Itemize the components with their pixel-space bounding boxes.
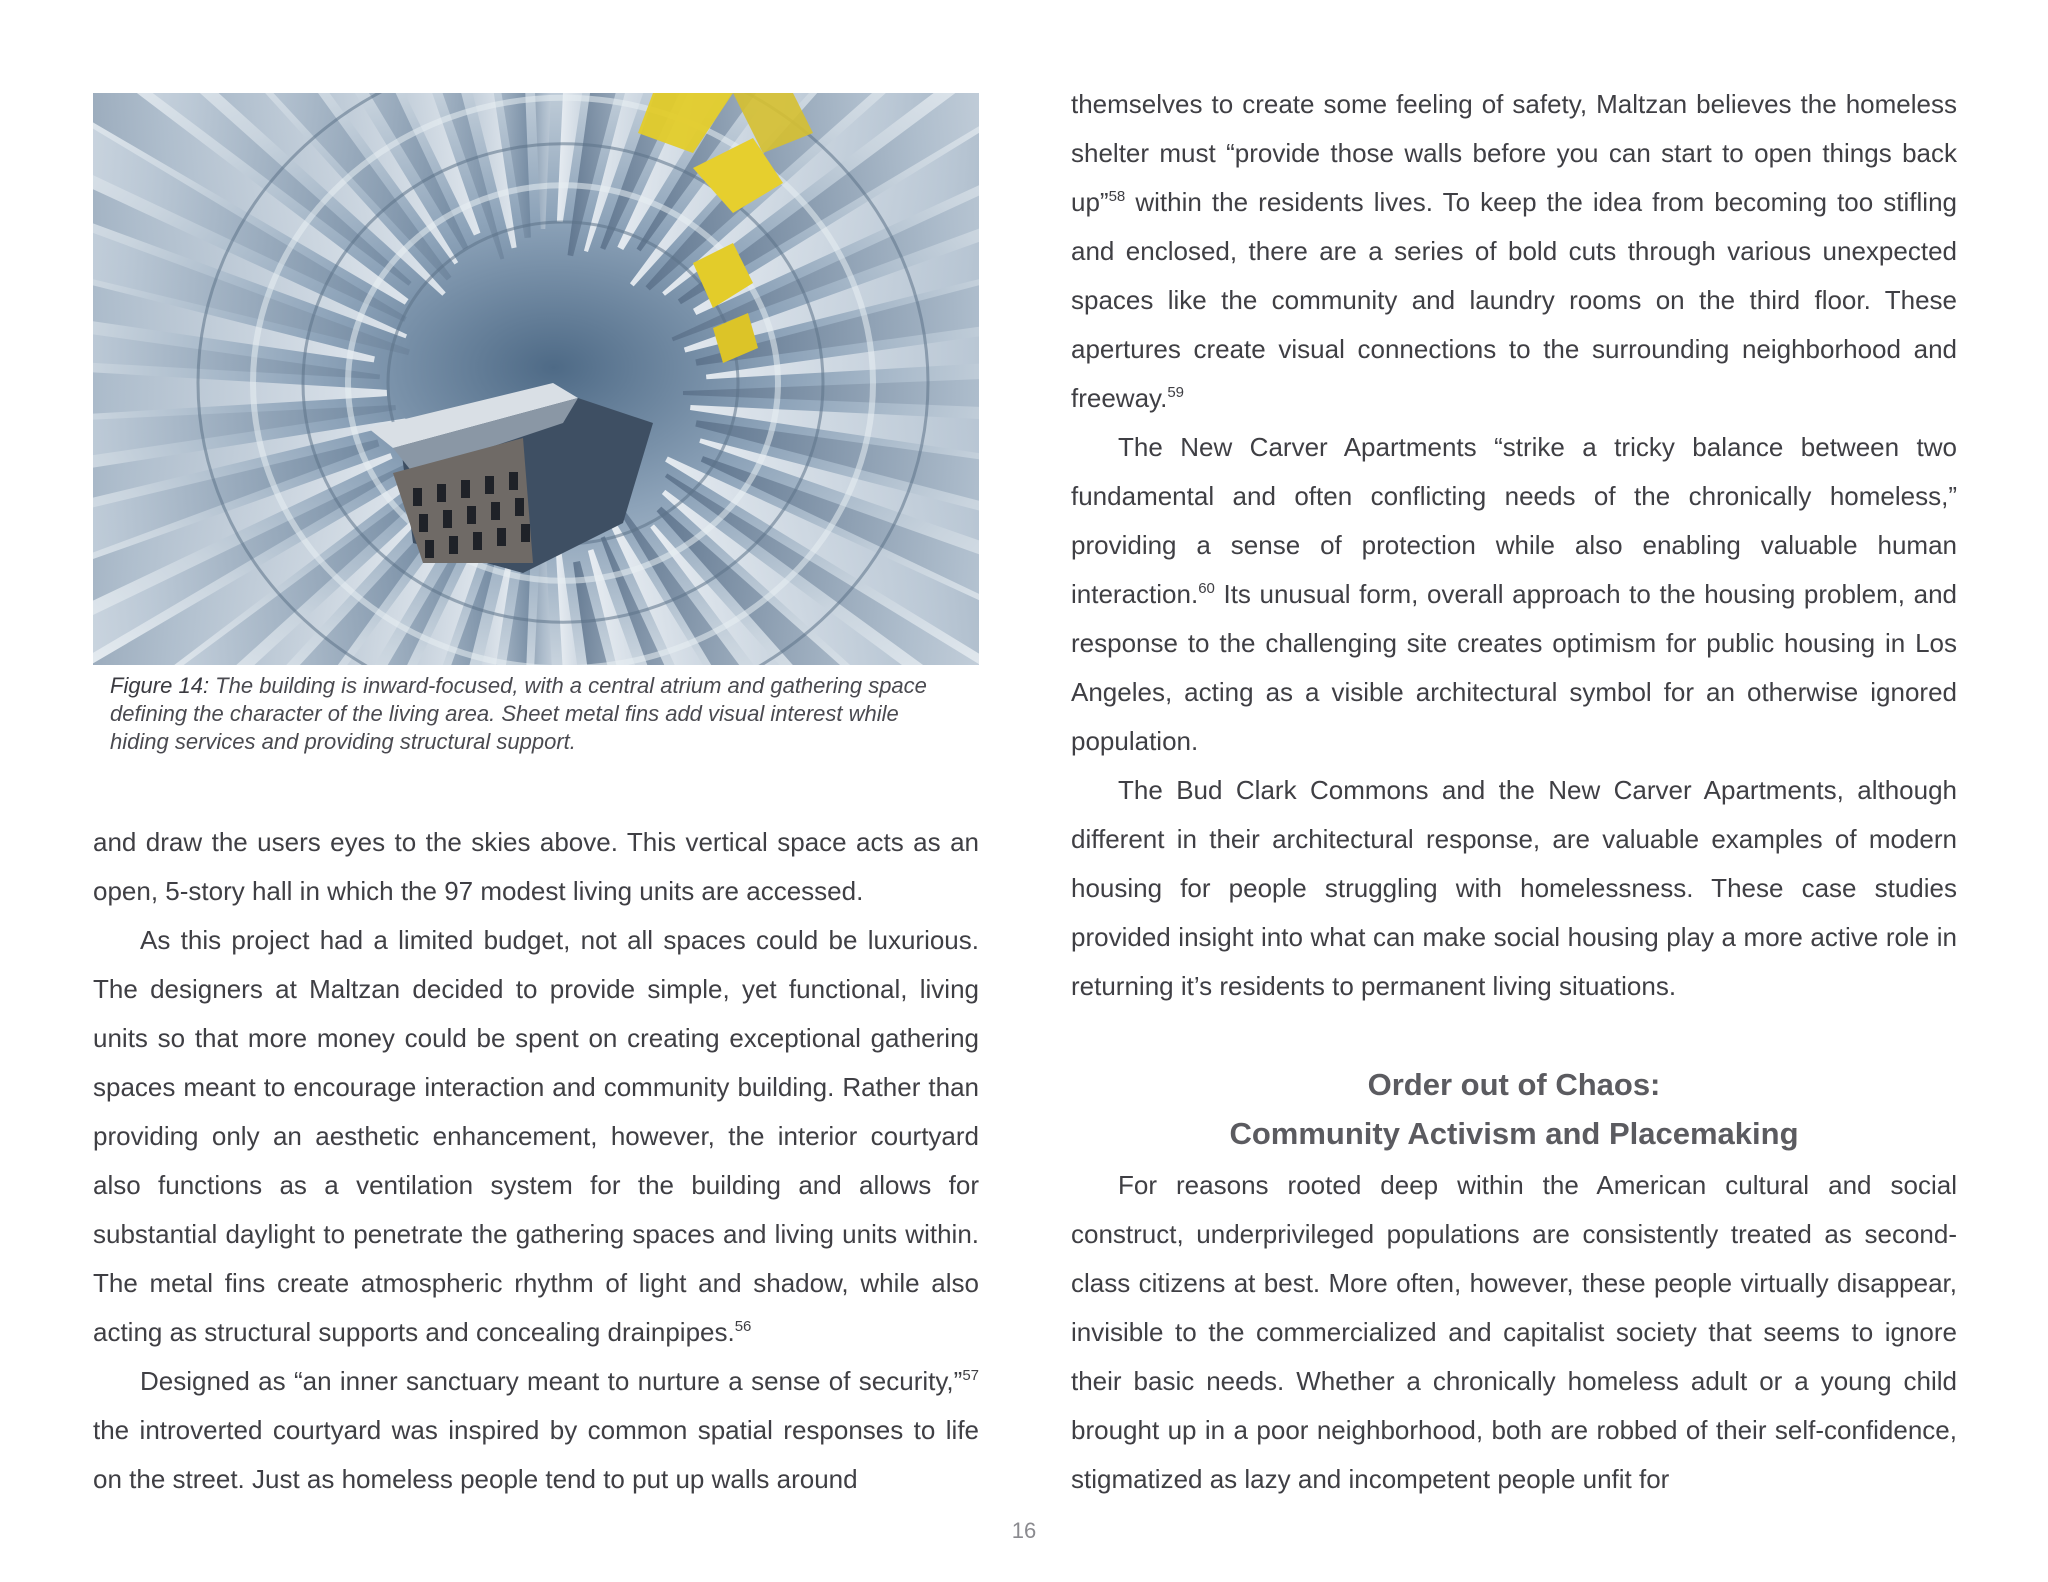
left-paragraph-3-text-b: the introverted courtyard was inspired by common spatial responses to life on the street. Just as homeless people tend to put up walls around	[93, 1415, 979, 1494]
right-paragraph-4-text: For reasons rooted deep within the American cultural and social construct, underprivileged populations are consistently treated as second-class citizens at best. More often, however, these people virtually disappear, invisible to the commercialized and capitalist society that seems to ignore their basic needs. Whether a chronically homeless adult or a young child brought up in a poor neighborhood, both are robbed of their self-confidence, stigmatized as lazy and incompetent people unfit for	[1071, 1170, 1957, 1494]
atrium-illustration	[93, 93, 979, 665]
footnote-ref-56[interactable]: 56	[734, 1318, 752, 1335]
right-paragraph-2-text-a: The New Carver Apartments “strike a tricky balance between two fundamental and often conflicting needs of the chronically homeless,” providing a sense of protection while also enabling valuable human interaction.	[1071, 432, 1957, 609]
right-paragraph-1-text-b: within the residents lives. To keep the idea from becoming too stifling and enclosed, there are a series of bold cuts through various unexpected spaces like the community and laundry rooms on the third floor. These apertures create visual connections to the surrounding neighborhood and freeway.	[1071, 187, 1957, 413]
window	[449, 536, 458, 554]
window	[485, 476, 494, 494]
window	[419, 514, 428, 532]
window	[509, 472, 518, 490]
window	[497, 528, 506, 546]
footnote-ref-59[interactable]: 59	[1167, 384, 1185, 401]
figure-caption	[110, 672, 950, 756]
right-paragraph-3-text: The Bud Clark Commons and the New Carver Apartments, although different in their architectural response, are valuable examples of modern housing for people struggling with homelessness. These case studies provided insight into what can make social housing play a more active role in returning it’s residents to permanent living situations.	[1071, 775, 1957, 1001]
left-paragraph-1	[93, 818, 979, 916]
window	[461, 480, 470, 498]
left-paragraph-1-text: and draw the users eyes to the skies above. This vertical space acts as an open, 5-story hall in which the 97 modest living units are accessed.	[93, 827, 979, 906]
window	[521, 524, 530, 542]
window	[473, 532, 482, 550]
left-paragraph-2-text: As this project had a limited budget, not all spaces could be luxurious. The designers at Maltzan decided to provide simple, yet functional, living units so that more money could be spent on creating exceptional gathering spaces meant to encourage interaction and community building. Rather than providing only an aesthetic enhancement, however, the interior courtyard also functions as a ventilation system for the building and allows for substantial daylight to penetrate the gathering spaces and living units within. The metal fins create atmospheric rhythm of light and shadow, while also acting as structural supports and concealing drainpipes.	[93, 925, 979, 1347]
left-paragraph-2	[93, 916, 979, 1357]
right-paragraph-1-text-a: themselves to create some feeling of safety, Maltzan believes the homeless shelter must “provide those walls before you can start to open things back up”	[1071, 89, 1957, 217]
left-paragraph-3-text-a: Designed as “an inner sanctuary meant to nurture a sense of security,”	[140, 1366, 963, 1396]
window	[467, 506, 476, 524]
window	[437, 484, 446, 502]
right-paragraph-2-text-b: Its unusual form, overall approach to the housing problem, and response to the challenging site creates optimism for public housing in Los Angeles, acting as a visible architectural symbol for an otherwise ignored population.	[1071, 579, 1957, 756]
left-paragraph-3	[93, 1357, 979, 1504]
window	[491, 502, 500, 520]
footnote-ref-57[interactable]: 57	[962, 1367, 979, 1384]
right-paragraph-3	[1071, 766, 1957, 1011]
right-paragraph-1	[1071, 80, 1957, 423]
right-paragraph-4	[1071, 1161, 1957, 1504]
window	[425, 540, 434, 558]
footnote-ref-58[interactable]: 58	[1108, 188, 1126, 205]
window	[443, 510, 452, 528]
page-number: 16	[1011, 1518, 1037, 1543]
right-paragraph-2	[1071, 423, 1957, 766]
section-heading-line-2: Community Activism and Placemaking	[1229, 1116, 1799, 1151]
figure-label: Figure 14:	[110, 673, 210, 698]
atrium-photo	[93, 93, 979, 665]
figure-caption-text: The building is inward-focused, with a central atrium and gathering space defining the character of the living area. Sheet metal fins add visual interest while hiding services and providing structural support.	[110, 673, 927, 754]
window	[413, 488, 422, 506]
footnote-ref-60[interactable]: 60	[1198, 580, 1215, 597]
section-heading-line-1: Order out of Chaos:	[1367, 1067, 1661, 1102]
window	[515, 498, 524, 516]
